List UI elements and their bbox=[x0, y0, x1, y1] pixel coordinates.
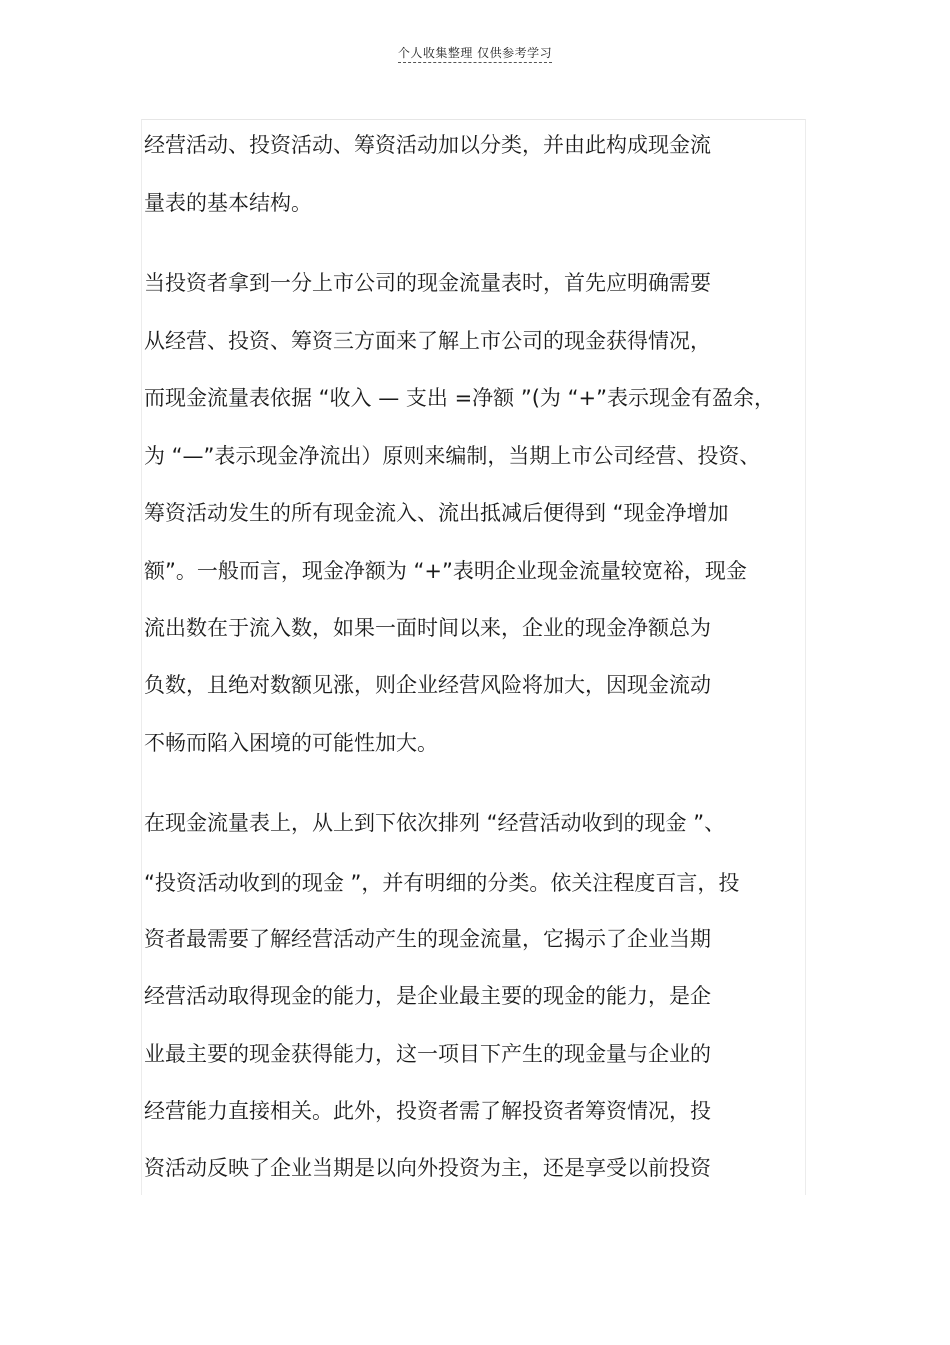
paragraph-3-line-7: 资活动反映了企业当期是以向外投资为主，还是享受以前投资 bbox=[144, 1156, 711, 1180]
header-text: 个人收集整理 仅供参考学习 bbox=[398, 46, 552, 63]
paragraph-3-line-5: 业最主要的现金获得能力，这一项目下产生的现金量与企业的 bbox=[144, 1042, 711, 1066]
paragraph-2-line-6: 额”。一般而言，现金净额为 “+”表明企业现金流量较宽裕，现金 bbox=[144, 559, 747, 583]
paragraph-1-line-2: 量表的基本结构。 bbox=[144, 191, 312, 215]
paragraph-3-line-4: 经营活动取得现金的能力，是企业最主要的现金的能力，是企 bbox=[144, 984, 711, 1008]
paragraph-2-line-4: 为 “—”表示现金净流出）原则来编制，当期上市公司经营、投资、 bbox=[144, 444, 761, 468]
paragraph-3-line-3: 资者最需要了解经营活动产生的现金流量，它揭示了企业当期 bbox=[144, 927, 711, 951]
paragraph-1-line-1: 经营活动、投资活动、筹资活动加以分类，并由此构成现金流 bbox=[144, 133, 711, 157]
paragraph-2-line-9: 不畅而陷入困境的可能性加大。 bbox=[144, 731, 438, 755]
paragraph-3-line-2: “投资活动收到的现金 ”，并有明细的分类。依关注程度百言，投 bbox=[144, 871, 740, 895]
paragraph-2-line-3: 而现金流量表依据 “收入 — 支出 =净额 ”(为 “+”表示现金有盈余， bbox=[144, 386, 775, 410]
page-header bbox=[0, 44, 950, 61]
paragraph-2-line-8: 负数，且绝对数额见涨，则企业经营风险将加大，因现金流动 bbox=[144, 673, 711, 697]
paragraph-2-line-5: 筹资活动发生的所有现金流入、流出抵减后便得到 “现金净增加 bbox=[144, 501, 729, 525]
paragraph-2-line-7: 流出数在于流入数，如果一面时间以来，企业的现金净额总为 bbox=[144, 616, 711, 640]
paragraph-2-line-2: 从经营、投资、筹资三方面来了解上市公司的现金获得情况， bbox=[144, 329, 711, 353]
paragraph-3-line-1: 在现金流量表上，从上到下依次排列 “经营活动收到的现金 ”、 bbox=[144, 811, 726, 835]
paragraph-3-line-6: 经营能力直接相关。此外，投资者需了解投资者筹资情况，投 bbox=[144, 1099, 711, 1123]
paragraph-2-line-1: 当投资者拿到一分上市公司的现金流量表时，首先应明确需要 bbox=[144, 271, 711, 295]
